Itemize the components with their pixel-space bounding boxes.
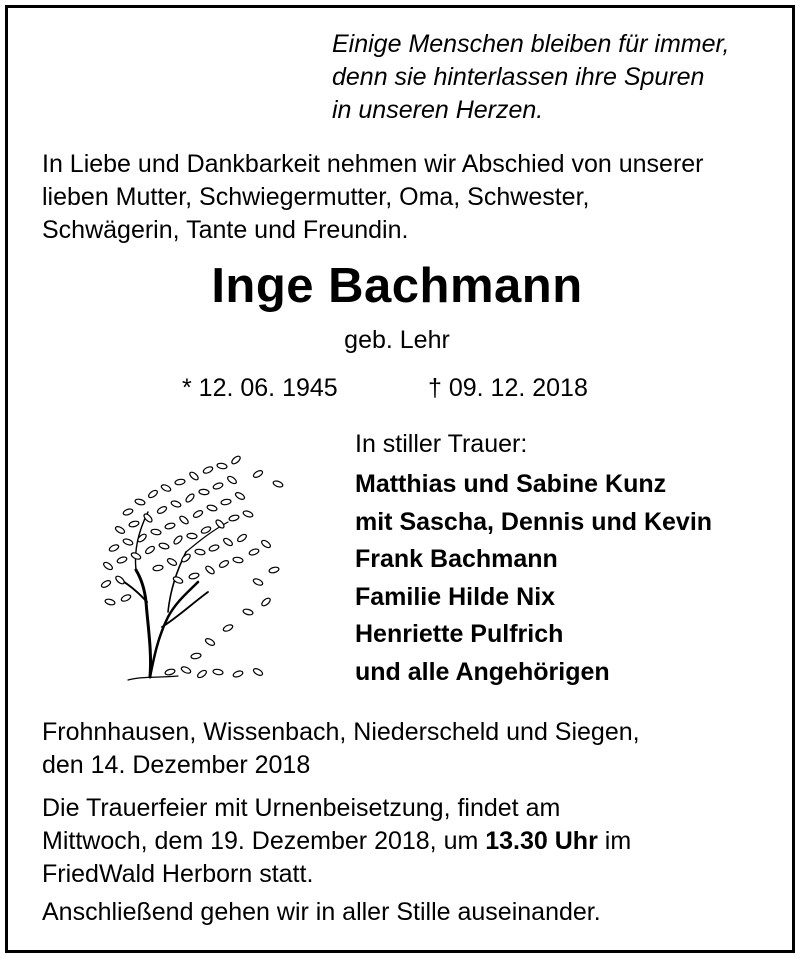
intro-line: Schwägerin, Tante und Freundin.: [42, 216, 409, 244]
motto-line: Einige Menschen bleiben für immer,: [332, 30, 730, 58]
list-item: und alle Angehörigen: [355, 657, 610, 686]
motto-quote: [332, 28, 729, 127]
list-item: Henriette Pulfrich: [355, 620, 564, 648]
mourners-list: [355, 466, 712, 691]
service-date-text: Mittwoch, dem 19. Dezember 2018, um: [42, 827, 486, 855]
intro-line: In Liebe und Dankbarkeit nehmen wir Abschied von unserer: [42, 150, 704, 178]
closing-text: Anschließend gehen wir in aller Stille auseinander.: [42, 898, 601, 926]
windblown-tree-icon: [98, 452, 288, 687]
intro-line: lieben Mutter, Schwiegermutter, Oma, Schwester,: [42, 183, 590, 211]
list-item: Frank Bachmann: [355, 545, 558, 573]
service-line: FriedWald Herborn statt.: [42, 860, 314, 888]
mourning-label: In stiller Trauer:: [355, 430, 528, 458]
place-line: Frohnhausen, Wissenbach, Niederscheld und Siegen,: [42, 718, 640, 746]
list-item: Familie Hilde Nix: [355, 582, 556, 611]
birth-date: * 12. 06. 1945: [182, 374, 338, 402]
maiden-name: geb. Lehr: [344, 326, 450, 354]
service-info: [42, 792, 631, 891]
deceased-name: Inge Bachmann: [211, 259, 583, 313]
service-time: 13.30 Uhr: [485, 827, 598, 855]
motto-line: in unseren Herzen.: [332, 96, 544, 124]
date-line: den 14. Dezember 2018: [42, 751, 311, 779]
death-date: † 09. 12. 2018: [428, 374, 588, 402]
place-and-date: [42, 716, 640, 782]
service-line: Die Trauerfeier mit Urnenbeisetzung, findet am: [42, 794, 561, 822]
service-line: [42, 825, 631, 858]
motto-line: denn sie hinterlassen ihre Spuren: [332, 63, 705, 91]
list-item: mit Sascha, Dennis und Kevin: [355, 507, 713, 536]
list-item: Matthias und Sabine Kunz: [355, 470, 667, 498]
service-suffix-text: im: [597, 827, 632, 855]
intro-text: [42, 148, 704, 247]
